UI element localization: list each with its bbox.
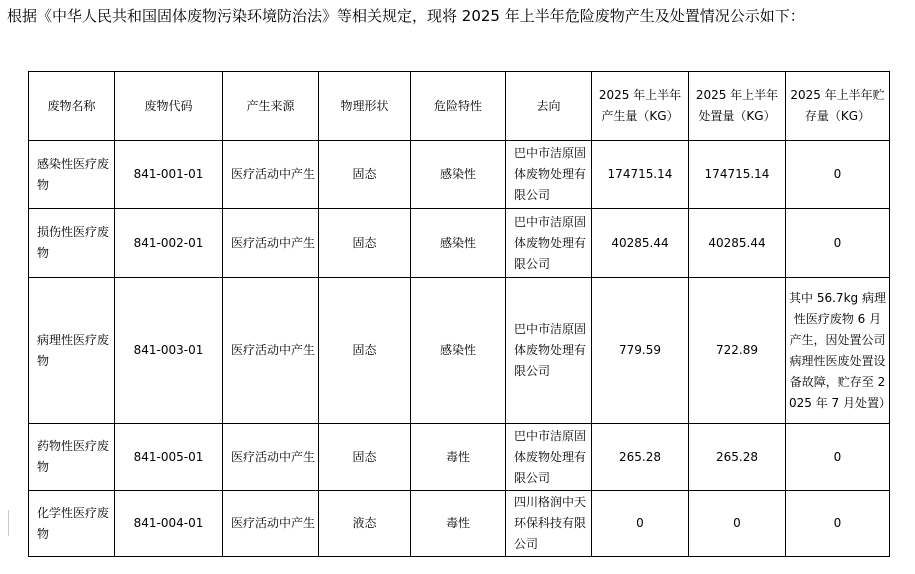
table-row: [29, 424, 890, 491]
cell-waste-code: 841-005-01: [115, 424, 223, 491]
cell-disposed: 40285.44: [689, 209, 786, 278]
cell-destination: 巴中市洁原固体废物处理有限公司: [506, 424, 592, 491]
cell-physical-form: 液态: [319, 491, 411, 557]
cell-hazard: 毒性: [411, 491, 506, 557]
table-row: [29, 278, 890, 424]
cell-destination: 巴中市洁原固体废物处理有限公司: [506, 278, 592, 424]
table-row: [29, 141, 890, 209]
cell-waste-name: 病理性医疗废物: [29, 278, 115, 424]
header-waste-name: 废物名称: [29, 72, 115, 141]
cell-waste-code: 841-002-01: [115, 209, 223, 278]
header-disposed: 2025 年上半年处置量（KG）: [689, 72, 786, 141]
header-waste-code: 废物代码: [115, 72, 223, 141]
cell-stored: 0: [786, 424, 890, 491]
cell-waste-name: 化学性医疗废物: [29, 491, 115, 557]
table-header-row: [29, 72, 890, 141]
header-stored: 2025 年上半年贮存量（KG）: [786, 72, 890, 141]
header-hazard: 危险特性: [411, 72, 506, 141]
cell-physical-form: 固态: [319, 278, 411, 424]
table-row: [29, 209, 890, 278]
cell-disposed: 722.89: [689, 278, 786, 424]
cell-disposed: 0: [689, 491, 786, 557]
cell-waste-code: 841-003-01: [115, 278, 223, 424]
cell-stored-note: 其中 56.7kg 病理性医疗废物 6 月产生，因处置公司病理性医废处置设备故障，贮存至 2025 年 7 月处置）: [786, 278, 890, 424]
cell-source: 医疗活动中产生: [223, 491, 319, 557]
cell-stored: 0: [786, 209, 890, 278]
cell-hazard: 感染性: [411, 141, 506, 209]
cell-source: 医疗活动中产生: [223, 424, 319, 491]
header-destination: 去向: [506, 72, 592, 141]
header-produced: 2025 年上半年产生量（KG）: [592, 72, 689, 141]
cell-hazard: 感染性: [411, 278, 506, 424]
cell-waste-code: 841-004-01: [115, 491, 223, 557]
cell-produced: 265.28: [592, 424, 689, 491]
cell-destination: 巴中市洁原固体废物处理有限公司: [506, 209, 592, 278]
hazardous-waste-table: [28, 71, 890, 557]
cell-disposed: 174715.14: [689, 141, 786, 209]
cell-produced: 779.59: [592, 278, 689, 424]
table-row: [29, 491, 890, 557]
cell-destination: 四川格润中天环保科技有限公司: [506, 491, 592, 557]
margin-divider: [8, 510, 9, 536]
cell-hazard: 毒性: [411, 424, 506, 491]
cell-stored: 0: [786, 141, 890, 209]
header-source: 产生来源: [223, 72, 319, 141]
cell-produced: 40285.44: [592, 209, 689, 278]
cell-destination: 巴中市洁原固体废物处理有限公司: [506, 141, 592, 209]
header-physical-form: 物理形状: [319, 72, 411, 141]
cell-waste-name: 感染性医疗废物: [29, 141, 115, 209]
cell-stored: 0: [786, 491, 890, 557]
cell-waste-code: 841-001-01: [115, 141, 223, 209]
cell-physical-form: 固态: [319, 424, 411, 491]
cell-physical-form: 固态: [319, 209, 411, 278]
cell-physical-form: 固态: [319, 141, 411, 209]
cell-source: 医疗活动中产生: [223, 141, 319, 209]
cell-waste-name: 药物性医疗废物: [29, 424, 115, 491]
cell-source: 医疗活动中产生: [223, 278, 319, 424]
intro-paragraph: 根据《中华人民共和国固体废物污染环境防治法》等相关规定，现将 2025 年上半年危险废物产生及处置情况公示如下：: [7, 7, 805, 25]
cell-hazard: 感染性: [411, 209, 506, 278]
cell-produced: 174715.14: [592, 141, 689, 209]
cell-source: 医疗活动中产生: [223, 209, 319, 278]
cell-waste-name: 损伤性医疗废物: [29, 209, 115, 278]
cell-produced: 0: [592, 491, 689, 557]
cell-disposed: 265.28: [689, 424, 786, 491]
